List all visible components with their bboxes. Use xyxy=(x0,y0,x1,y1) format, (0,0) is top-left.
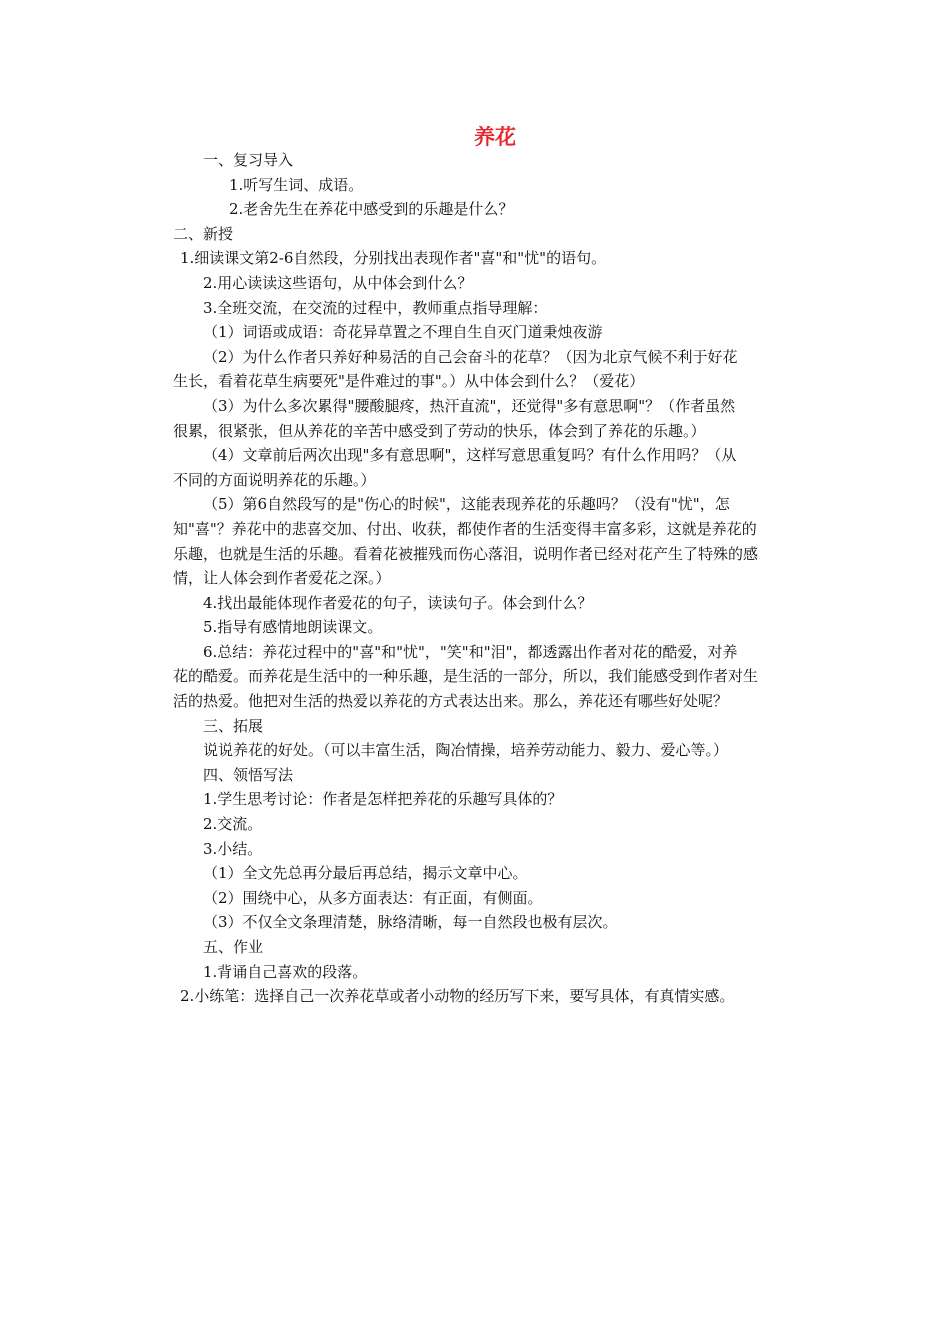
section-heading: 一、复习导入 xyxy=(203,151,294,169)
text-line: 1.学生思考讨论：作者是怎样把养花的乐趣写具体的？ xyxy=(203,790,563,809)
text-line: 很累，很紧张，但从养花的辛苦中感受到了劳动的快乐，体会到了养花的乐趣。） xyxy=(173,421,706,440)
section-heading: 四、领悟写法 xyxy=(203,765,294,784)
text-line: 情，让人体会到作者爱花之深。） xyxy=(173,569,391,588)
text-line: 1.细读课文第2-6自然段，分别找出表现作者"喜"和"忧"的语句。 xyxy=(180,249,607,268)
text-line: 生长，看着花草生病要死"是件难过的事"。）从中体会到什么？（爱花） xyxy=(173,372,645,391)
text-line: 2.老舍先生在养花中感受到的乐趣是什么？ xyxy=(229,200,514,219)
text-line: （1）词语或成语：奇花异草置之不理自生自灭门道秉烛夜游 xyxy=(203,323,603,342)
section-heading: 五、作业 xyxy=(203,938,264,956)
text-line: （2）围绕中心，从多方面表达：有正面，有侧面。 xyxy=(203,888,543,907)
text-line: 花的酷爱。而养花是生活中的一种乐趣，是生活的一部分，所以，我们能感受到作者对生 xyxy=(173,667,759,686)
text-line: 活的热爱。他把对生活的热爱以养花的方式表达出来。那么，养花还有哪些好处呢？ xyxy=(173,692,729,711)
text-line: 知"喜"？养花中的悲喜交加、付出、收获，都使作者的生活变得丰富多彩，这就是养花的 xyxy=(173,519,757,538)
text-line: 2.交流。 xyxy=(203,815,263,834)
text-line: 说说养花的好处。（可以丰富生活，陶冶情操，培养劳动能力、毅力、爱心等。） xyxy=(203,741,729,760)
section-heading: 三、拓展 xyxy=(203,716,264,735)
section-heading: 二、新授 xyxy=(173,224,234,243)
text-line: 6.总结：养花过程中的"喜"和"忧"，"笑"和"泪"，都透露出作者对花的酷爱，对养 xyxy=(203,642,738,661)
text-line: 乐趣，也就是生活的乐趣。看着花被摧残而伤心落泪，说明作者已经对花产生了特殊的感 xyxy=(173,544,759,563)
text-line: 2.用心读读这些语句，从中体会到什么？ xyxy=(203,273,473,292)
text-line: 1.听写生词、成语。 xyxy=(229,175,364,194)
text-line: （5）第6自然段写的是"伤心的时候"，这能表现养花的乐趣吗？（没有"忧"，怎 xyxy=(203,495,730,514)
text-line: 3.小结。 xyxy=(203,839,263,858)
text-line: （1）全文先总再分最后再总结，揭示文章中心。 xyxy=(203,864,528,883)
text-line: 不同的方面说明养花的乐趣。） xyxy=(173,470,376,489)
document-body xyxy=(173,148,805,1009)
text-line: 2.小练笔：选择自己一次养花草或者小动物的经历写下来，要写具体，有真情实感。 xyxy=(180,987,735,1006)
text-line: 3.全班交流，在交流的过程中，教师重点指导理解： xyxy=(203,298,548,317)
text-line: 5.指导有感情地朗读课文。 xyxy=(203,618,383,637)
text-line: （3）不仅全文条理清楚，脉络清晰，每一自然段也极有层次。 xyxy=(203,913,618,932)
text-line: 4.找出最能体现作者爱花的句子，读读句子。体会到什么？ xyxy=(203,593,593,612)
text-line: （2）为什么作者只养好种易活的自己会奋斗的花草？（因为北京气候不利于好花 xyxy=(203,347,738,366)
text-line: 1.背诵自己喜欢的段落。 xyxy=(203,962,368,981)
text-line: （3）为什么多次累得"腰酸腿疼，热汗直流"，还觉得"多有意思啊"？（作者虽然 xyxy=(203,396,736,415)
text-line: （4）文章前后两次出现"多有意思啊"，这样写意思重复吗？有什么作用吗？（从 xyxy=(203,446,737,465)
document-title: 养花 xyxy=(474,125,516,149)
